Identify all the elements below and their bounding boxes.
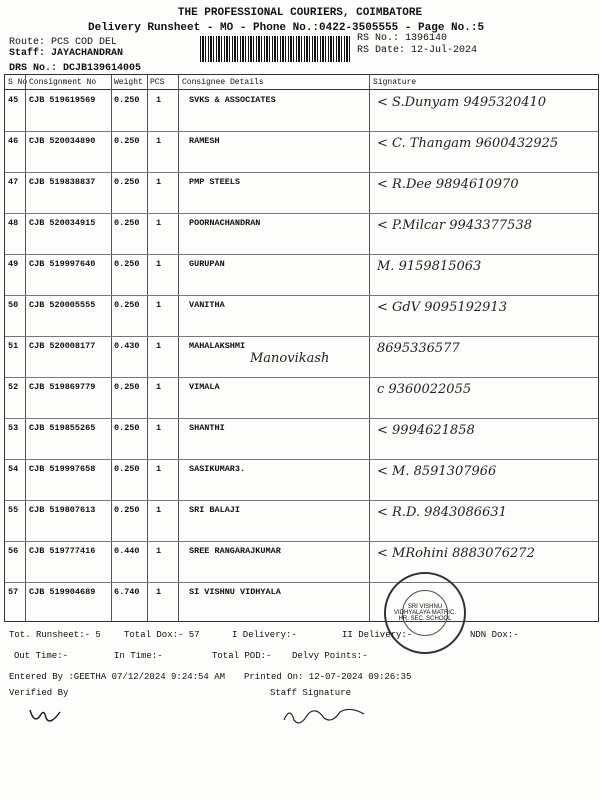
row-sno: 51 <box>8 341 19 351</box>
out-time: Out Time:- <box>14 651 69 661</box>
row-consignment-no: CJB 519855265 <box>29 423 96 433</box>
staff-label: Staff: JAYACHANDRAN <box>9 48 124 59</box>
row-weight: 0.250 <box>114 505 140 515</box>
table-row <box>5 499 598 542</box>
table-row <box>5 376 598 419</box>
row-weight: 0.430 <box>114 341 140 351</box>
row-sno: 54 <box>8 464 19 474</box>
row-consignment-no: CJB 519904689 <box>29 587 96 597</box>
ndn-dox: NDN Dox:- <box>470 630 519 640</box>
ii-delivery: II Delivery:- <box>342 630 413 640</box>
table-row <box>5 253 598 296</box>
handwritten-name: Manovikash <box>250 351 330 366</box>
runsheet-table <box>4 74 599 622</box>
row-weight: 0.250 <box>114 136 140 146</box>
row-consignment-no: CJB 520034890 <box>29 136 96 146</box>
row-sno: 49 <box>8 259 19 269</box>
row-pcs: 1 <box>156 505 162 515</box>
row-weight: 0.250 <box>114 177 140 187</box>
row-consignment-no: CJB 519838837 <box>29 177 96 187</box>
row-weight: 0.250 <box>114 300 140 310</box>
table-header <box>5 75 598 90</box>
row-signature: < 9994621858 <box>377 423 475 438</box>
printed-on: Printed On: 12-07-2024 09:26:35 <box>244 672 412 682</box>
row-consignment-no: CJB 519997640 <box>29 259 96 269</box>
row-weight: 0.250 <box>114 464 140 474</box>
row-signature: < C. Thangam 9600432925 <box>377 136 559 151</box>
col-consignee: Consignee Details <box>182 78 264 87</box>
in-time: In Time:- <box>114 651 163 661</box>
row-consignee: SHANTHI <box>189 423 225 433</box>
row-consignment-no: CJB 519777416 <box>29 546 96 556</box>
row-consignee: SRI BALAJI <box>189 505 241 515</box>
row-pcs: 1 <box>156 177 162 187</box>
row-pcs: 1 <box>156 218 162 228</box>
row-pcs: 1 <box>156 341 162 351</box>
row-consignment-no: CJB 519997658 <box>29 464 96 474</box>
row-pcs: 1 <box>156 464 162 474</box>
row-signature: c 9360022055 <box>377 382 472 397</box>
row-pcs: 1 <box>156 259 162 269</box>
table-row <box>5 171 598 214</box>
row-weight: 0.440 <box>114 546 140 556</box>
barcode <box>200 36 350 62</box>
delvy-points: Delvy Points:- <box>292 651 368 661</box>
row-consignment-no: CJB 519869779 <box>29 382 96 392</box>
col-pcs: PCS <box>150 78 165 87</box>
row-consignment-no: CJB 520034915 <box>29 218 96 228</box>
drs-number: DRS No.: DCJB139614005 <box>9 63 142 74</box>
row-sno: 50 <box>8 300 19 310</box>
row-consignee: SI VISHNU VIDHYALA <box>189 587 281 597</box>
row-sno: 48 <box>8 218 19 228</box>
row-signature: 8695336577 <box>377 341 460 356</box>
col-sno: S No <box>8 78 28 87</box>
row-weight: 0.250 <box>114 259 140 269</box>
col-weight: Weight <box>114 78 143 87</box>
i-delivery: I Delivery:- <box>232 630 297 640</box>
row-sno: 53 <box>8 423 19 433</box>
row-consignee: MAHALAKSHMI <box>189 341 246 351</box>
row-consignee: RAMESH <box>189 136 220 146</box>
row-consignment-no: CJB 519807613 <box>29 505 96 515</box>
row-sno: 56 <box>8 546 19 556</box>
row-pcs: 1 <box>156 95 162 105</box>
verifier-signature-mark <box>26 702 66 728</box>
row-consignee: POORNACHANDRAN <box>189 218 261 228</box>
staff-signature-label: Staff Signature <box>270 688 352 698</box>
tot-runsheet: Tot. Runsheet:- 5 <box>9 630 101 640</box>
row-pcs: 1 <box>156 546 162 556</box>
row-pcs: 1 <box>156 587 162 597</box>
row-sno: 45 <box>8 95 19 105</box>
total-dox: Total Dox:- 57 <box>124 630 200 640</box>
row-signature: < M. 8591307966 <box>377 464 497 479</box>
company-title: THE PROFESSIONAL COURIERS, COIMBATORE <box>177 7 423 19</box>
row-signature: < R.D. 9843086631 <box>377 505 507 520</box>
row-consignee: SVKS & ASSOCIATES <box>189 95 276 105</box>
row-sno: 57 <box>8 587 19 597</box>
col-consignment: Consignment No <box>29 78 97 87</box>
row-sno: 52 <box>8 382 19 392</box>
row-consignee: PMP STEELS <box>189 177 241 187</box>
table-row <box>5 89 598 132</box>
row-consignee: GURUPAN <box>189 259 225 269</box>
row-signature: < P.Milcar 9943377538 <box>377 218 532 233</box>
row-sno: 46 <box>8 136 19 146</box>
table-row <box>5 540 598 583</box>
rs-number: RS No.: 1396140 <box>357 33 448 44</box>
table-row <box>5 581 598 623</box>
row-sno: 47 <box>8 177 19 187</box>
row-signature: < R.Dee 9894610970 <box>377 177 519 192</box>
row-signature: < GdV 9095192913 <box>377 300 507 315</box>
col-signature: Signature <box>373 78 417 87</box>
row-sno: 55 <box>8 505 19 515</box>
runsheet-subtitle: Delivery Runsheet - MO - Phone No.:0422-3505555 - Page No.:5 <box>88 22 485 34</box>
rs-date: RS Date: 12-Jul-2024 <box>357 45 478 56</box>
entered-by: Entered By :GEETHA 07/12/2024 9:24:54 AM <box>9 672 226 682</box>
row-signature: < S.Dunyam 9495320410 <box>377 95 547 110</box>
total-pod: Total POD:- <box>212 651 272 661</box>
row-signature: M. 9159815063 <box>377 259 482 274</box>
row-consignee: SASIKUMAR3. <box>189 464 246 474</box>
row-consignee: VIMALA <box>189 382 220 392</box>
table-row <box>5 212 598 255</box>
row-pcs: 1 <box>156 136 162 146</box>
table-row <box>5 417 598 460</box>
school-stamp <box>384 572 466 654</box>
table-row <box>5 294 598 337</box>
row-weight: 0.250 <box>114 218 140 228</box>
verified-by: Verified By <box>9 688 69 698</box>
stamp-text: SRI VISHNU VIDHYALAYA MATRIC. HR. SEC. SCHOOL <box>394 604 456 622</box>
row-weight: 6.740 <box>114 587 140 597</box>
row-pcs: 1 <box>156 423 162 433</box>
row-consignee: VANITHA <box>189 300 225 310</box>
row-pcs: 1 <box>156 300 162 310</box>
row-consignee: SREE RANGARAJKUMAR <box>189 546 281 556</box>
row-consignment-no: CJB 519619569 <box>29 95 96 105</box>
table-row <box>5 130 598 173</box>
staff-signature-mark <box>280 702 370 732</box>
row-weight: 0.250 <box>114 382 140 392</box>
route-label: Route: PCS COD DEL <box>9 37 118 48</box>
row-consignment-no: CJB 520008177 <box>29 341 96 351</box>
row-weight: 0.250 <box>114 95 140 105</box>
row-weight: 0.250 <box>114 423 140 433</box>
row-consignment-no: CJB 520005555 <box>29 300 96 310</box>
row-signature: < MRohini 8883076272 <box>377 546 535 561</box>
row-pcs: 1 <box>156 382 162 392</box>
table-row <box>5 458 598 501</box>
